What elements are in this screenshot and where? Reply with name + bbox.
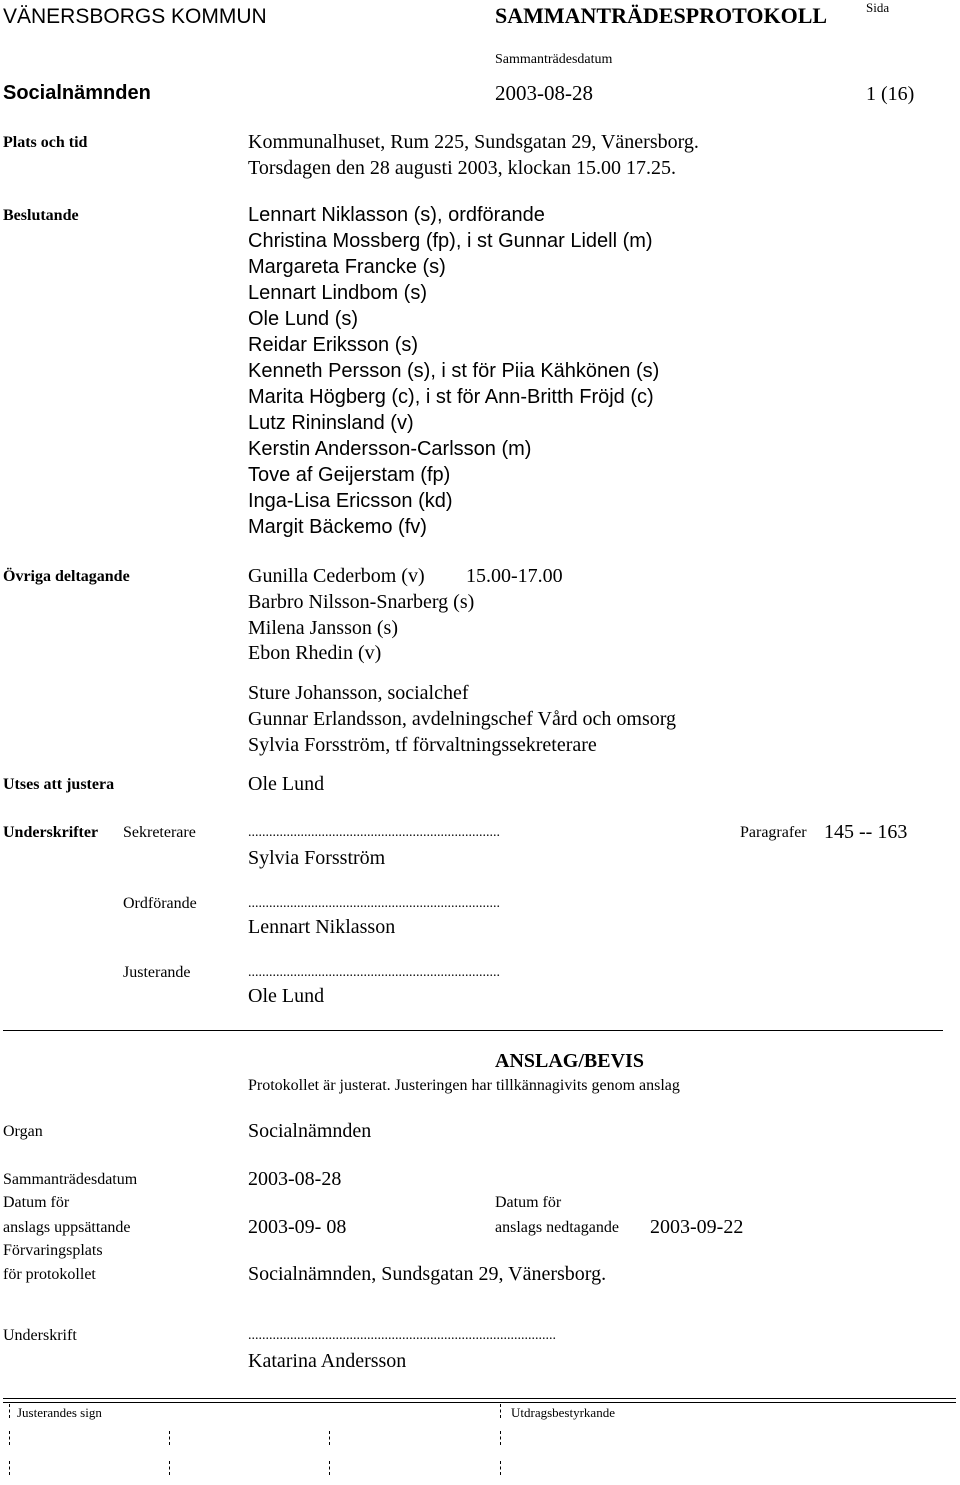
- underskrifter-label: Underskrifter: [3, 824, 99, 841]
- ovriga-first-time: 15.00-17.00: [466, 565, 563, 587]
- beslutande-label: Beslutande: [3, 207, 79, 224]
- date-label: Sammanträdesdatum: [495, 52, 613, 67]
- utses-label: Utses att justera: [3, 776, 115, 793]
- uppsattande-label-1: Datum för: [3, 1194, 70, 1211]
- member-item: Kenneth Persson (s), i st för Piia Kähkönen (s): [248, 360, 660, 382]
- footer-divider: [3, 1398, 956, 1399]
- signature-line: ........................................................................: [248, 825, 500, 840]
- box-tick: [169, 1431, 170, 1445]
- plats-label: Plats och tid: [3, 134, 88, 151]
- member-item: Christina Mossberg (fp), i st Gunnar Lidell (m): [248, 230, 653, 252]
- uppsattande-value: 2003-09- 08: [248, 1216, 347, 1238]
- plats-line-2: Torsdagen den 28 augusti 2003, klockan 15.00 17.25.: [248, 157, 676, 179]
- sekreterare-label: Sekreterare: [123, 824, 196, 841]
- signature-line: ........................................................................: [248, 965, 500, 980]
- datum-value: 2003-08-28: [248, 1168, 342, 1190]
- paragrafer-range: 145 -- 163: [824, 821, 908, 843]
- beslutande-list: [248, 202, 659, 540]
- plats-line-1: Kommunalhuset, Rum 225, Sundsgatan 29, Vänersborg.: [248, 131, 699, 153]
- ovriga-item: Milena Jansson (s): [248, 617, 398, 639]
- ordforande-name: Lennart Niklasson: [248, 916, 396, 938]
- box-tick: [9, 1404, 10, 1418]
- underskrift-name: Katarina Andersson: [248, 1350, 407, 1372]
- signature-line: ........................................................................................: [248, 1328, 556, 1343]
- forvaring-label-2: för protokollet: [3, 1266, 96, 1283]
- box-tick: [169, 1461, 170, 1475]
- section-divider: [3, 1030, 943, 1031]
- document-type: SAMMANTRÄDESPROTOKOLL: [495, 3, 828, 28]
- member-item: Ole Lund (s): [248, 308, 359, 330]
- datum-label: Sammanträdesdatum: [3, 1171, 138, 1188]
- box-tick: [329, 1431, 330, 1445]
- justerandes-sign-label: Justerandes sign: [17, 1405, 102, 1420]
- member-item: Margareta Francke (s): [248, 256, 446, 278]
- member-item: Lutz Rininsland (v): [248, 412, 414, 434]
- ovriga-item: Sture Johansson, socialchef: [248, 682, 469, 704]
- anslag-intro: Protokollet är justerat. Justeringen har tillkännagivits genom anslag: [248, 1077, 680, 1094]
- signature-line: ........................................................................: [248, 896, 500, 911]
- ovriga-item: Sylvia Forsström, tf förvaltningssekreterare: [248, 734, 597, 756]
- ovriga-item: Barbro Nilsson-Snarberg (s): [248, 591, 475, 613]
- member-item: Margit Bäckemo (fv): [248, 516, 427, 538]
- paragrafer-label: Paragrafer: [740, 824, 807, 841]
- footer-divider: [3, 1402, 956, 1403]
- underskrift-label: Underskrift: [3, 1327, 77, 1344]
- box-tick: [329, 1461, 330, 1475]
- nedtagande-label-1: Datum för: [495, 1194, 562, 1211]
- member-item: Lennart Niklasson (s), ordförande: [248, 204, 545, 226]
- member-item: Reidar Eriksson (s): [248, 334, 419, 356]
- box-tick: [9, 1431, 10, 1445]
- board-name: Socialnämnden: [3, 82, 151, 104]
- justerande-label: Justerande: [123, 964, 191, 981]
- ovriga-first: Gunilla Cederbom (v): [248, 565, 425, 587]
- utses-value: Ole Lund: [248, 773, 325, 795]
- ordforande-label: Ordförande: [123, 895, 197, 912]
- member-item: Marita Högberg (c), i st för Ann-Britth Fröjd (c): [248, 386, 654, 408]
- ovriga-item: Gunnar Erlandsson, avdelningschef Vård och omsorg: [248, 708, 677, 730]
- organ-value: Socialnämnden: [248, 1120, 372, 1142]
- utdragsbestyrkande-label: Utdragsbestyrkande: [511, 1405, 615, 1420]
- member-item: Inga-Lisa Ericsson (kd): [248, 490, 453, 512]
- organ-label: Organ: [3, 1123, 43, 1140]
- box-tick: [500, 1461, 501, 1475]
- nedtagande-label-2: anslags nedtagande: [495, 1219, 619, 1236]
- forvaring-label-1: Förvaringsplats: [3, 1242, 103, 1259]
- anslag-title: ANSLAG/BEVIS: [495, 1050, 644, 1072]
- nedtagande-value: 2003-09-22: [650, 1216, 744, 1238]
- member-item: Lennart Lindbom (s): [248, 282, 427, 304]
- page-label: Sida: [866, 0, 890, 15]
- ovriga-label: Övriga deltagande: [3, 568, 130, 585]
- sekreterare-name: Sylvia Forsström: [248, 847, 386, 869]
- ovriga-item: Ebon Rhedin (v): [248, 642, 382, 664]
- forvaring-value: Socialnämnden, Sundsgatan 29, Vänersborg.: [248, 1263, 607, 1285]
- box-tick: [9, 1461, 10, 1475]
- meeting-date: 2003-08-28: [495, 81, 593, 105]
- uppsattande-label-2: anslags uppsättande: [3, 1219, 131, 1236]
- justerande-name: Ole Lund: [248, 985, 325, 1007]
- page-number: 1 (16): [866, 83, 915, 105]
- box-tick: [500, 1404, 501, 1418]
- box-tick: [500, 1431, 501, 1445]
- member-item: Kerstin Andersson-Carlsson (m): [248, 438, 532, 460]
- municipality-name: VÄNERSBORGS KOMMUN: [3, 5, 267, 28]
- member-item: Tove af Geijerstam (fp): [248, 464, 451, 486]
